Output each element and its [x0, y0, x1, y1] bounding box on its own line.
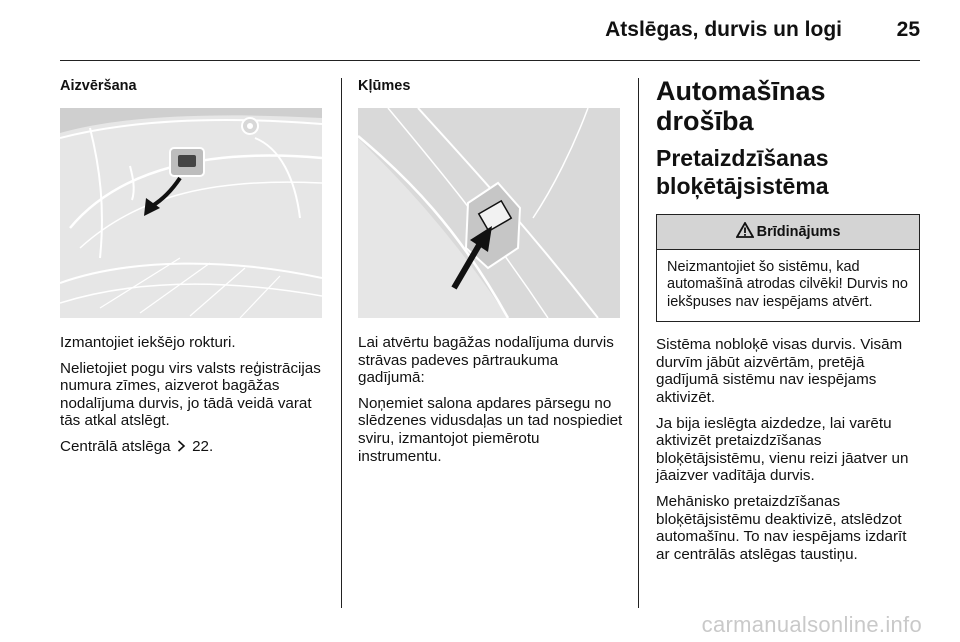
warning-header — [657, 215, 919, 250]
section-heading-closing: Aizvēršana — [60, 78, 137, 94]
column-security — [656, 76, 920, 571]
section-title: Automašīnas drošība — [656, 76, 826, 136]
paragraph: Nelietojiet pogu virs valsts reģistrācijas numura zīmes, aizverot bagāžas nodalījuma durvis, jo tādā veidā varat tās atkal atslēgt. — [60, 359, 321, 430]
column-divider-2 — [638, 78, 639, 608]
chevron-right-icon — [177, 439, 186, 457]
warning-label: Brīdinājums — [756, 224, 841, 240]
paragraph: Noņemiet salona apdares pārsegu no slēdzenes vidusdaļas un tad nospiediet sviru, izmantojot piemērotu instrumentu. — [358, 394, 623, 465]
watermark: carmanualsonline.info — [701, 612, 922, 637]
paragraph: Sistēma nobloķē visas durvis. Visām durvīm jābūt aizvērtām, pretējā gadījumā sistēmu nav iespējams aktivizēt. — [656, 336, 903, 406]
xref-page: 22. — [192, 437, 214, 455]
cross-reference — [60, 438, 325, 457]
xref-text: Centrālā atslēga — [60, 437, 171, 455]
section-heading-faults: Kļūmes — [358, 78, 411, 94]
paragraph: Lai atvērtu bagāžas nodalījuma durvis strāvas padeves pārtraukuma gadījumā: — [358, 334, 614, 387]
figure-emergency-release — [358, 108, 620, 318]
page-number: 25 — [896, 18, 920, 41]
warning-icon — [736, 222, 757, 242]
header-rule — [60, 60, 920, 61]
warning-text: Neizmantojiet šo sistēmu, kad automašīnā atrodas cilvēki! Durvis no iekšpuses nav iespējams atvērt. — [667, 259, 908, 310]
column-faults — [358, 78, 626, 473]
section-subtitle: Pretaizdzīšanas bloķētājsistēma — [656, 145, 829, 199]
figure-tailgate-handle — [60, 108, 322, 318]
warning-box — [656, 214, 920, 322]
header-title: Atslēgas, durvis un logi — [605, 18, 842, 41]
paragraph: Izmantojiet iekšējo rokturi. — [60, 334, 236, 351]
column-divider-1 — [341, 78, 342, 608]
paragraph: Mehānisko pretaizdzīšanas bloķētājsistēmu deaktivizē, atslēdzot automašīnu. To nav iespējams izdarīt ar centrālās atslēgas taustiņu. — [656, 492, 907, 563]
column-closing — [60, 78, 325, 465]
paragraph: Ja bija ieslēgta aizdedze, lai varētu aktivizēt pretaizdzīšanas bloķētājsistēmu, vienu reizi jāatver un jāaizver vadītāja durvis. — [656, 414, 909, 485]
